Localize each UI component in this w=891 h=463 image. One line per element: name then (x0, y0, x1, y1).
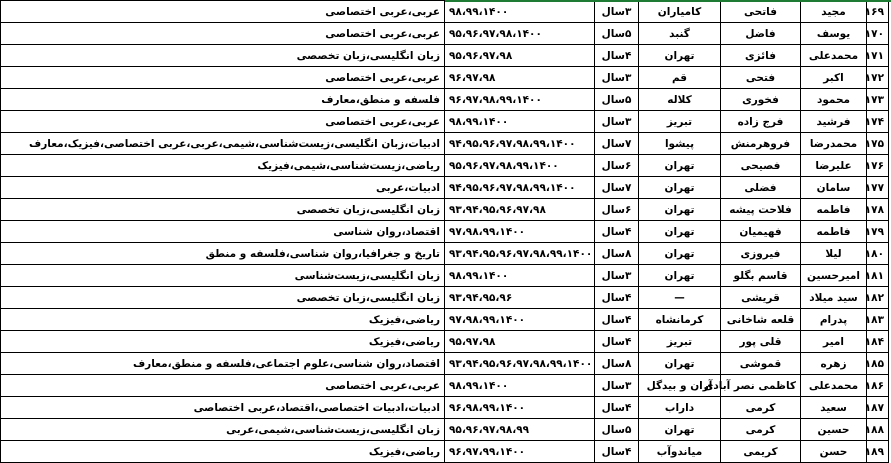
city-cell: — (639, 287, 721, 309)
years-list-cell: ۹۵،۹۶،۹۷،۹۸ (445, 45, 595, 67)
last-name-cell: فخوری (721, 89, 801, 111)
subjects-cell: عربی،عربی اختصاصی (1, 67, 445, 89)
subjects-cell: ریاضی،زیست‌شناسی،شیمی،فیزیک (1, 155, 445, 177)
last-name-cell: قموشی (721, 353, 801, 375)
years-list-cell: ۹۳،۹۴،۹۵،۹۶،۹۷،۹۸،۹۹،۱۴۰۰ (445, 243, 595, 265)
city-cell: کامیاران (639, 1, 721, 23)
city-cell: تهران (639, 177, 721, 199)
city-cell: داراب (639, 397, 721, 419)
row-number-cell: ۱۷۹ (867, 221, 889, 243)
last-name-cell: فتحی (721, 67, 801, 89)
row-number-cell: ۱۸۱ (867, 265, 889, 287)
first-name-cell: امیر (801, 331, 867, 353)
years-list-cell: ۹۳،۹۴،۹۵،۹۶ (445, 287, 595, 309)
table-row (1, 221, 889, 243)
duration-cell: ۶سال (595, 199, 639, 221)
subjects-cell: ادبیات،عربی (1, 177, 445, 199)
row-number-cell: ۱۷۶ (867, 155, 889, 177)
duration-cell: ۵سال (595, 419, 639, 441)
first-name-cell: پدرام (801, 309, 867, 331)
first-name-cell: محمدرضا (801, 133, 867, 155)
last-name-cell: قلعه شاخانی (721, 309, 801, 331)
duration-cell: ۳سال (595, 1, 639, 23)
last-name-cell: فصیحی (721, 155, 801, 177)
city-cell: تهران (639, 221, 721, 243)
subjects-cell: ریاضی،فیزیک (1, 441, 445, 463)
last-name-cell: کرمی (721, 397, 801, 419)
years-list-cell: ۹۷،۹۸،۹۹،۱۴۰۰ (445, 221, 595, 243)
subjects-cell: ریاضی،فیزیک (1, 331, 445, 353)
subjects-cell: زبان انگلیسی،زیست‌شناسی (1, 265, 445, 287)
row-number-cell: ۱۷۰ (867, 23, 889, 45)
years-list-cell: ۹۸،۹۹،۱۴۰۰ (445, 265, 595, 287)
duration-cell: ۸سال (595, 353, 639, 375)
table-row (1, 155, 889, 177)
subjects-cell: عربی،عربی اختصاصی (1, 1, 445, 23)
last-name-cell: قلی پور (721, 331, 801, 353)
subjects-cell: زبان انگلیسی،زبان تخصصی (1, 287, 445, 309)
first-name-cell: یوسف (801, 23, 867, 45)
table-row (1, 45, 889, 67)
first-name-cell: سید میلاد (801, 287, 867, 309)
row-number-cell: ۱۷۵ (867, 133, 889, 155)
years-list-cell: ۹۶،۹۸،۹۹،۱۴۰۰ (445, 397, 595, 419)
table-row (1, 133, 889, 155)
last-name-cell: فلاحت پیشه (721, 199, 801, 221)
years-list-cell: ۹۸،۹۹،۱۴۰۰ (445, 1, 595, 23)
row-number-cell: ۱۷۴ (867, 111, 889, 133)
last-name-cell: فیروزی (721, 243, 801, 265)
duration-cell: ۴سال (595, 45, 639, 67)
duration-cell: ۴سال (595, 397, 639, 419)
table-row (1, 331, 889, 353)
duration-cell: ۴سال (595, 441, 639, 463)
first-name-cell: محمدعلی (801, 375, 867, 397)
city-cell: میاندوآب (639, 441, 721, 463)
last-name-cell: کرمی (721, 419, 801, 441)
city-cell: تهران (639, 155, 721, 177)
years-list-cell: ۹۵،۹۶،۹۷،۹۸،۹۹ (445, 419, 595, 441)
duration-cell: ۶سال (595, 155, 639, 177)
duration-cell: ۴سال (595, 221, 639, 243)
row-number-cell: ۱۸۷ (867, 397, 889, 419)
subjects-cell: زبان انگلیسی،زبان تخصصی (1, 45, 445, 67)
subjects-cell: اقتصاد،روان شناسی،علوم اجتماعی،فلسفه و منطق،معارف (1, 353, 445, 375)
row-number-cell: ۱۷۱ (867, 45, 889, 67)
first-name-cell: حسن (801, 441, 867, 463)
first-name-cell: اکبر (801, 67, 867, 89)
row-number-cell: ۱۷۸ (867, 199, 889, 221)
row-number-cell: ۱۸۳ (867, 309, 889, 331)
years-list-cell: ۹۵،۹۶،۹۷،۹۸،۹۹،۱۴۰۰ (445, 155, 595, 177)
last-name-cell: قاسم بگلو (721, 265, 801, 287)
city-cell: آران و بیدگل (639, 375, 721, 397)
first-name-cell: محمود (801, 89, 867, 111)
last-name-cell: کریمی (721, 441, 801, 463)
years-list-cell: ۹۳،۹۴،۹۵،۹۶،۹۷،۹۸،۹۹،۱۴۰۰ (445, 353, 595, 375)
row-number-cell: ۱۸۹ (867, 441, 889, 463)
years-list-cell: ۹۸،۹۹،۱۴۰۰ (445, 375, 595, 397)
table-row (1, 89, 889, 111)
table-row (1, 1, 889, 23)
first-name-cell: لیلا (801, 243, 867, 265)
duration-cell: ۴سال (595, 331, 639, 353)
duration-cell: ۳سال (595, 375, 639, 397)
duration-cell: ۸سال (595, 243, 639, 265)
first-name-cell: مجید (801, 1, 867, 23)
row-number-cell: ۱۷۲ (867, 67, 889, 89)
header-accent-line (445, 0, 891, 2)
last-name-cell: فهیمیان (721, 221, 801, 243)
years-list-cell: ۹۵،۹۶،۹۷،۹۸،۱۴۰۰ (445, 23, 595, 45)
last-name-cell: فرج زاده (721, 111, 801, 133)
first-name-cell: سعید (801, 397, 867, 419)
years-list-cell: ۹۵،۹۷،۹۸ (445, 331, 595, 353)
table-row (1, 243, 889, 265)
city-cell: کلاله (639, 89, 721, 111)
duration-cell: ۵سال (595, 89, 639, 111)
duration-cell: ۷سال (595, 177, 639, 199)
table-row (1, 111, 889, 133)
city-cell: قم (639, 67, 721, 89)
city-cell: تهران (639, 353, 721, 375)
subjects-cell: زبان انگلیسی،زبان تخصصی (1, 199, 445, 221)
subjects-cell: عربی،عربی اختصاصی (1, 111, 445, 133)
table-row (1, 177, 889, 199)
city-cell: تبریز (639, 331, 721, 353)
city-cell: تبریز (639, 111, 721, 133)
years-list-cell: ۹۳،۹۴،۹۵،۹۶،۹۷،۹۸ (445, 199, 595, 221)
subjects-cell: فلسفه و منطق،معارف (1, 89, 445, 111)
row-number-cell: ۱۶۹ (867, 1, 889, 23)
row-number-cell: ۱۸۶ (867, 375, 889, 397)
city-cell: تهران (639, 419, 721, 441)
years-list-cell: ۹۶،۹۷،۹۸ (445, 67, 595, 89)
city-cell: تهران (639, 265, 721, 287)
duration-cell: ۷سال (595, 133, 639, 155)
row-number-cell: ۱۸۲ (867, 287, 889, 309)
table-row (1, 287, 889, 309)
city-cell: گنبد (639, 23, 721, 45)
first-name-cell: علیرضا (801, 155, 867, 177)
first-name-cell: امیرحسین (801, 265, 867, 287)
years-list-cell: ۹۶،۹۷،۹۸،۹۹،۱۴۰۰ (445, 89, 595, 111)
table-row (1, 419, 889, 441)
subjects-cell: عربی،عربی اختصاصی (1, 375, 445, 397)
table-row (1, 309, 889, 331)
duration-cell: ۴سال (595, 309, 639, 331)
duration-cell: ۳سال (595, 265, 639, 287)
subjects-cell: ادبیات،ادبیات اختصاصی،اقتصاد،عربی اختصاصی (1, 397, 445, 419)
row-number-cell: ۱۸۴ (867, 331, 889, 353)
row-number-cell: ۱۸۵ (867, 353, 889, 375)
subjects-cell: عربی،عربی اختصاصی (1, 23, 445, 45)
table-row (1, 375, 889, 397)
duration-cell: ۵سال (595, 23, 639, 45)
last-name-cell: فائزی (721, 45, 801, 67)
years-list-cell: ۹۷،۹۸،۹۹،۱۴۰۰ (445, 309, 595, 331)
duration-cell: ۴سال (595, 287, 639, 309)
first-name-cell: محمدعلی (801, 45, 867, 67)
row-number-cell: ۱۷۷ (867, 177, 889, 199)
duration-cell: ۳سال (595, 67, 639, 89)
subjects-cell: ریاضی،فیزیک (1, 309, 445, 331)
last-name-cell: فاتحی (721, 1, 801, 23)
first-name-cell: فرشید (801, 111, 867, 133)
first-name-cell: سامان (801, 177, 867, 199)
last-name-cell: فروهرمنش (721, 133, 801, 155)
years-list-cell: ۹۴،۹۵،۹۶،۹۷،۹۸،۹۹،۱۴۰۰ (445, 133, 595, 155)
last-name-cell: فضلی (721, 177, 801, 199)
subjects-cell: تاریخ و جغرافیا،روان شناسی،فلسفه و منطق (1, 243, 445, 265)
years-list-cell: ۹۶،۹۷،۹۹،۱۴۰۰ (445, 441, 595, 463)
subjects-cell: ادبیات،زبان انگلیسی،زیست‌شناسی،شیمی،عربی،عربی اختصاصی،فیزیک،معارف (1, 133, 445, 155)
table-row (1, 23, 889, 45)
city-cell: تهران (639, 45, 721, 67)
first-name-cell: حسین (801, 419, 867, 441)
city-cell: پیشوا (639, 133, 721, 155)
table-row (1, 441, 889, 463)
last-name-cell: فاضل (721, 23, 801, 45)
subjects-cell: اقتصاد،روان شناسی (1, 221, 445, 243)
table-row (1, 353, 889, 375)
table-row (1, 265, 889, 287)
table-row (1, 67, 889, 89)
years-list-cell: ۹۸،۹۹،۱۴۰۰ (445, 111, 595, 133)
last-name-cell: کاظمی نصر آبادی (721, 375, 801, 397)
city-cell: تهران (639, 243, 721, 265)
duration-cell: ۳سال (595, 111, 639, 133)
last-name-cell: قریشی (721, 287, 801, 309)
subjects-cell: زبان انگلیسی،زیست‌شناسی،شیمی،عربی (1, 419, 445, 441)
first-name-cell: فاطمه (801, 199, 867, 221)
row-number-cell: ۱۸۸ (867, 419, 889, 441)
years-list-cell: ۹۴،۹۵،۹۶،۹۷،۹۸،۹۹،۱۴۰۰ (445, 177, 595, 199)
row-number-cell: ۱۷۳ (867, 89, 889, 111)
table-body (1, 1, 889, 463)
first-name-cell: فاطمه (801, 221, 867, 243)
row-number-cell: ۱۸۰ (867, 243, 889, 265)
table-row (1, 199, 889, 221)
city-cell: تهران (639, 199, 721, 221)
first-name-cell: زهره (801, 353, 867, 375)
city-cell: کرمانشاه (639, 309, 721, 331)
table-row (1, 397, 889, 419)
